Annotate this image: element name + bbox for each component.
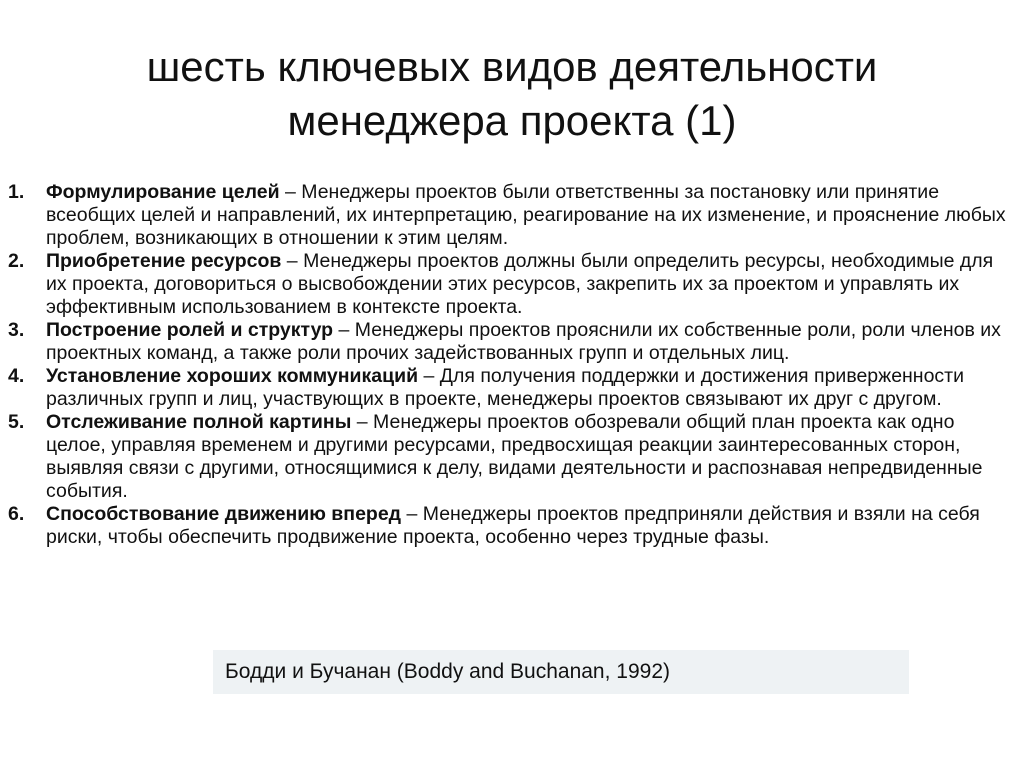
item-body	[46, 365, 1013, 411]
list-item	[8, 319, 1013, 365]
item-body	[46, 503, 1013, 549]
list-item	[8, 411, 1013, 503]
item-term: Формулирование целей	[46, 181, 280, 203]
item-term: Построение ролей и структур	[46, 319, 334, 341]
item-text: – Менеджеры проектов были ответственны за постановку или принятие всеобщих целей и направлений, их интерпретацию, реагирование на их изменение, и прояснение любых проблем, возникающих в отношении к этим целям.	[46, 181, 1006, 249]
title-line-2: менеджера проекта (1)	[287, 97, 737, 144]
item-text: – Менеджеры проектов предприняли действия и взяли на себя риски, чтобы обеспечить продвижение проекта, особенно через трудные фазы.	[46, 503, 980, 548]
page-title	[40, 40, 984, 148]
item-body	[46, 319, 1013, 365]
item-term: Приобретение ресурсов	[46, 250, 282, 272]
item-number: 1.	[8, 181, 25, 203]
title-line-1: шесть ключевых видов деятельности	[146, 43, 878, 90]
item-text: – Для получения поддержки и достижения приверженности различных групп и лиц, участвующих в проекте, менеджеры проектов связывают их друг с другом.	[46, 365, 964, 410]
activity-list	[8, 181, 1013, 549]
item-term: Установление хороших коммуникаций	[46, 365, 419, 387]
item-term: Способствование движению вперед	[46, 503, 402, 525]
item-number: 6.	[8, 503, 25, 525]
item-text: – Менеджеры проектов прояснили их собственные роли, роли членов их проектных команд, а также роли прочих задействованных групп и отдельных лиц.	[46, 319, 1001, 364]
item-number: 3.	[8, 319, 25, 341]
item-term: Отслеживание полной картины	[46, 411, 352, 433]
list-item	[8, 365, 1013, 411]
citation-box: Бодди и Бучанан (Boddy and Buchanan, 1992)	[213, 650, 909, 694]
item-text: – Менеджеры проектов обозревали общий план проекта как одно целое, управляя временем и другими ресурсами, предвосхищая реакции заинтересованных сторон, выявляя связи с другими, относящимися к делу, видами деятельности и распознавая непредвиденные события.	[46, 411, 983, 502]
item-body	[46, 411, 1013, 503]
item-number: 5.	[8, 411, 25, 433]
item-number: 4.	[8, 365, 25, 387]
list-item	[8, 181, 1013, 250]
item-body	[46, 181, 1013, 250]
item-text: – Менеджеры проектов должны были определить ресурсы, необходимые для их проекта, договориться о высвобождении этих ресурсов, закрепить их за проектом и управлять их эффективным использованием в контексте проекта.	[46, 250, 994, 318]
list-item	[8, 503, 1013, 549]
list-item	[8, 250, 1013, 319]
item-number: 2.	[8, 250, 25, 272]
item-body	[46, 250, 1013, 319]
